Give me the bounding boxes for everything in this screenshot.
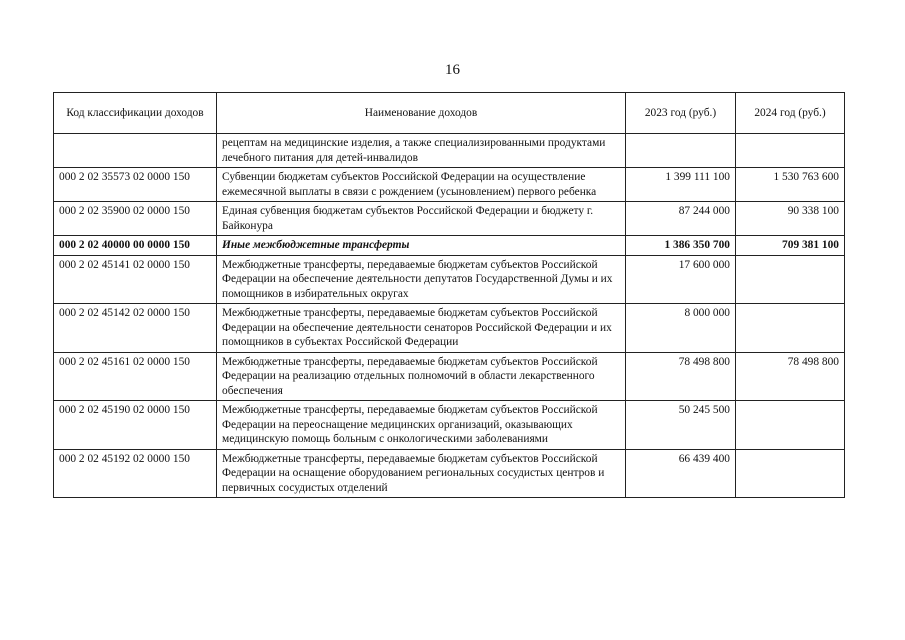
row-name: рецептам на медицинские изделия, а также специализированными продуктами лечебного питания для детей-инвалидов <box>217 134 626 168</box>
row-name: Иные межбюджетные трансферты <box>217 236 626 256</box>
row-value-2023 <box>626 134 736 168</box>
row-value-2024 <box>736 401 845 450</box>
page-number: 16 <box>445 62 460 78</box>
table-row <box>54 255 845 304</box>
table-header-row <box>54 93 845 134</box>
row-value-2024: 90 338 100 <box>736 202 845 236</box>
row-value-2023: 50 245 500 <box>626 401 736 450</box>
row-value-2023: 8 000 000 <box>626 304 736 353</box>
revenue-table <box>53 92 845 498</box>
table-row <box>54 352 845 401</box>
row-value-2023: 87 244 000 <box>626 202 736 236</box>
row-name: Межбюджетные трансферты, передаваемые бюджетам субъектов Российской Федерации на обеспечение деятельности сенаторов Российской Федерации и их помощников в субъектах Российской Федерации <box>217 304 626 353</box>
header-2024: 2024 год (руб.) <box>736 93 845 134</box>
row-name: Межбюджетные трансферты, передаваемые бюджетам субъектов Российской Федерации на реализацию отдельных полномочий в области лекарственного обеспечения <box>217 352 626 401</box>
row-value-2024 <box>736 304 845 353</box>
table-row <box>54 449 845 498</box>
row-name: Межбюджетные трансферты, передаваемые бюджетам субъектов Российской Федерации на переоснащение медицинских организаций, оказывающих медицинскую помощь больным с онкологическими заболеваниями <box>217 401 626 450</box>
row-value-2024 <box>736 134 845 168</box>
row-value-2024: 709 381 100 <box>736 236 845 256</box>
row-value-2024 <box>736 255 845 304</box>
row-value-2024 <box>736 449 845 498</box>
table-body <box>54 134 845 498</box>
row-value-2024: 78 498 800 <box>736 352 845 401</box>
table-row <box>54 134 845 168</box>
row-value-2023: 66 439 400 <box>626 449 736 498</box>
header-2023: 2023 год (руб.) <box>626 93 736 134</box>
row-value-2024: 1 530 763 600 <box>736 168 845 202</box>
row-code: 000 2 02 45141 02 0000 150 <box>54 255 217 304</box>
table-row <box>54 236 845 256</box>
row-code: 000 2 02 35900 02 0000 150 <box>54 202 217 236</box>
row-value-2023: 1 386 350 700 <box>626 236 736 256</box>
row-code: 000 2 02 45190 02 0000 150 <box>54 401 217 450</box>
row-code: 000 2 02 35573 02 0000 150 <box>54 168 217 202</box>
row-value-2023: 78 498 800 <box>626 352 736 401</box>
row-code: 000 2 02 45192 02 0000 150 <box>54 449 217 498</box>
table-row <box>54 304 845 353</box>
table-row <box>54 202 845 236</box>
row-value-2023: 17 600 000 <box>626 255 736 304</box>
row-code: 000 2 02 40000 00 0000 150 <box>54 236 217 256</box>
header-code: Код классификации доходов <box>54 93 217 134</box>
row-value-2023: 1 399 111 100 <box>626 168 736 202</box>
table-row <box>54 401 845 450</box>
row-name: Единая субвенция бюджетам субъектов Российской Федерации и бюджету г. Байконура <box>217 202 626 236</box>
row-name: Межбюджетные трансферты, передаваемые бюджетам субъектов Российской Федерации на обеспечение деятельности депутатов Государственной Думы и их помощников в избирательных округах <box>217 255 626 304</box>
row-code: 000 2 02 45142 02 0000 150 <box>54 304 217 353</box>
row-code: 000 2 02 45161 02 0000 150 <box>54 352 217 401</box>
header-name: Наименование доходов <box>217 93 626 134</box>
table-row <box>54 168 845 202</box>
row-code <box>54 134 217 168</box>
row-name: Субвенции бюджетам субъектов Российской Федерации на осуществление ежемесячной выплаты в связи с рождением (усыновлением) первого ребенка <box>217 168 626 202</box>
row-name: Межбюджетные трансферты, передаваемые бюджетам субъектов Российской Федерации на оснащение оборудованием региональных сосудистых центров и первичных сосудистых отделений <box>217 449 626 498</box>
